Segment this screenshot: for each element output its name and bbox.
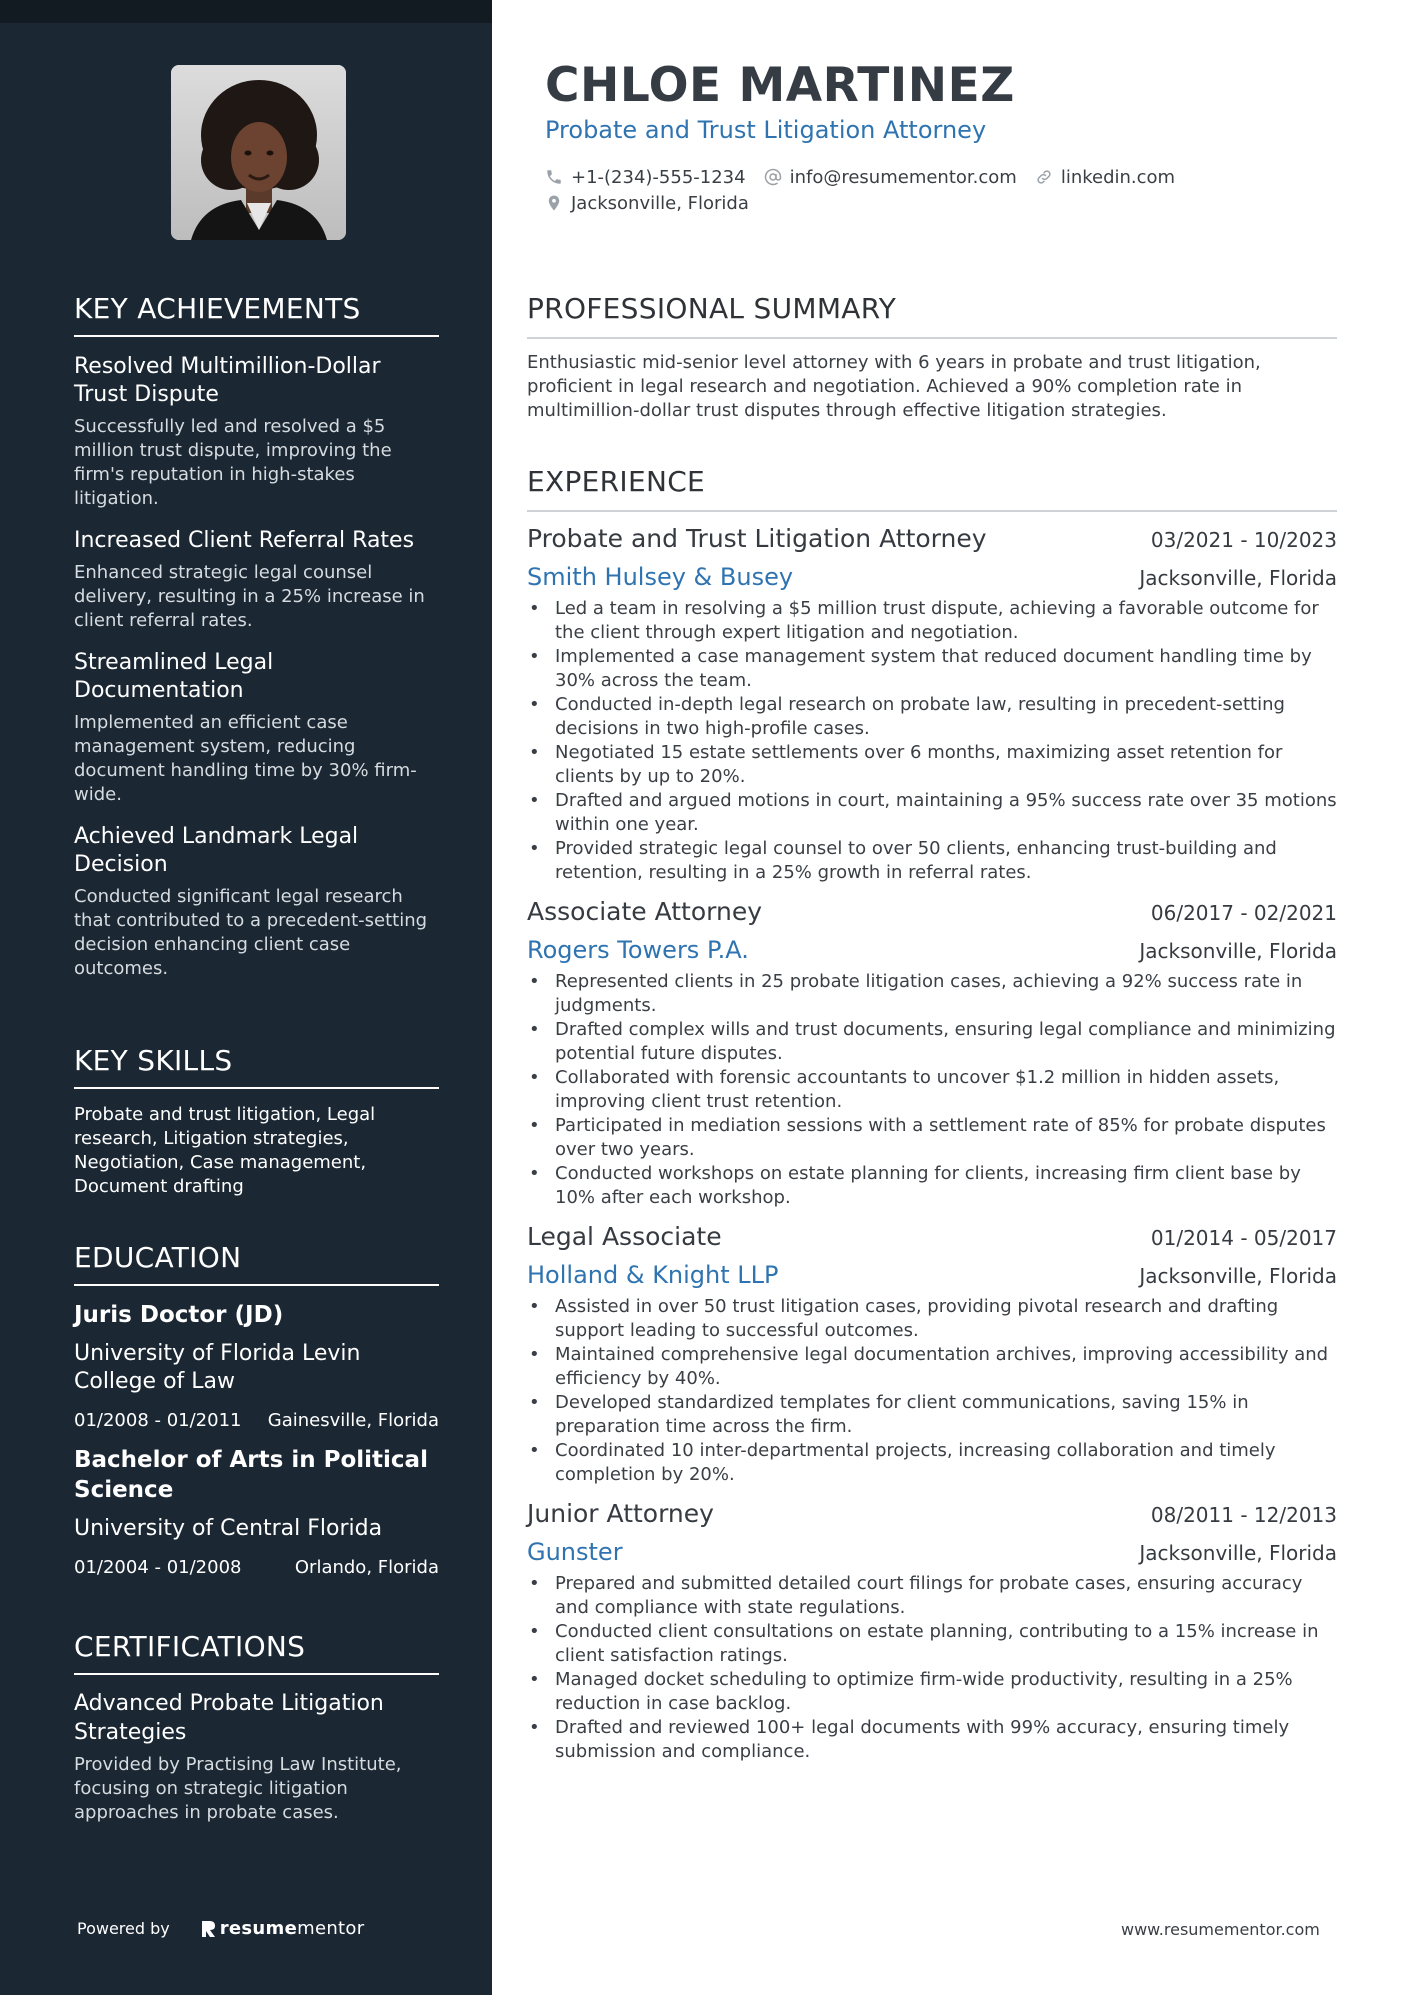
education-item (74, 1300, 439, 1431)
achievement-description: Enhanced strategic legal counsel delivery, resulting in a 25% increase in client referral rates. (74, 562, 425, 631)
job-dates: 08/2011 - 12/2013 (1150, 1503, 1337, 1527)
job-location: Jacksonville, Florida (1139, 939, 1337, 963)
skills-heading: KEY SKILLS (74, 1044, 439, 1089)
achievement-item (74, 353, 439, 511)
contact-linkedin[interactable] (1035, 167, 1175, 188)
job-bullet: • Negotiated 15 estate settlements over 6 months, maximizing asset retention for clients by up to 20%. (527, 741, 1337, 789)
job-title: Junior Attorney (527, 1499, 714, 1528)
skills-list: Probate and trust litigation, Legal research, Litigation strategies, Negotiation, Case management, Document drafting (74, 1104, 376, 1197)
job-bullet: • Drafted and argued motions in court, maintaining a 95% success rate over 35 motions within one year. (527, 789, 1337, 837)
powered-by-label: Powered by (77, 1919, 170, 1938)
education-location: Orlando, Florida (294, 1557, 439, 1578)
job-bullet: • Coordinated 10 inter-departmental projects, increasing collaboration and timely completion by 20%. (527, 1439, 1337, 1487)
education-meta (74, 1410, 439, 1431)
job-bullet: • Developed standardized templates for client communications, saving 15% in preparation time across the firm. (527, 1391, 1337, 1439)
job-bullets (527, 597, 1337, 885)
job-dates: 06/2017 - 02/2021 (1150, 901, 1337, 925)
job-location: Jacksonville, Florida (1139, 1264, 1337, 1288)
powered-by (77, 1918, 364, 1939)
achievement-description: Implemented an efficient case management system, reducing document handling time by 30% firm-wide. (74, 712, 417, 805)
education-section (74, 1241, 439, 1578)
company-name: Smith Hulsey & Busey (527, 563, 794, 591)
job-bullet: • Drafted complex wills and trust documents, ensuring legal compliance and minimizing potential future disputes. (527, 1018, 1337, 1066)
skills-section (74, 1044, 439, 1199)
summary-text: Enthusiastic mid-senior level attorney with 6 years in probate and trust litigation, proficient in legal research and negotiation. Achieved a 90% completion rate in multimillion-dollar trust disputes through effective litigation strategies. (527, 352, 1261, 421)
job-location: Jacksonville, Florida (1139, 1541, 1337, 1565)
achievements-section (74, 292, 439, 981)
achievement-title: Increased Client Referral Rates (74, 528, 415, 553)
job-title: Associate Attorney (527, 897, 763, 926)
achievement-description: Successfully led and resolved a $5 million trust dispute, improving the firm's reputation in high-stakes litigation. (74, 416, 392, 509)
education-degree: Juris Doctor (JD) (74, 1302, 284, 1328)
location-pin-icon (545, 194, 563, 212)
footer-website-link[interactable]: www.resumementor.com (1121, 1920, 1320, 1939)
brand-name-bold: resume (219, 1918, 298, 1939)
profile-photo (171, 65, 346, 240)
location-text: Jacksonville, Florida (571, 192, 749, 214)
job-location: Jacksonville, Florida (1139, 566, 1337, 590)
job-bullet: • Provided strategic legal counsel to over 50 clients, enhancing trust-building and retention, resulting in a 25% growth in referral rates. (527, 837, 1337, 885)
contact-info (545, 164, 1305, 216)
summary-section (527, 292, 1337, 423)
education-item (74, 1445, 439, 1578)
education-location: Gainesville, Florida (267, 1410, 439, 1431)
certification-description: Provided by Practising Law Institute, focusing on strategic litigation approaches in probate cases. (74, 1754, 402, 1823)
job-bullet: • Managed docket scheduling to optimize firm-wide productivity, resulting in a 25% reduction in case backlog. (527, 1668, 1337, 1716)
job-bullet: • Conducted in-depth legal research on probate law, resulting in precedent-setting decisions in two high-profile cases. (527, 693, 1337, 741)
candidate-name: CHLOE MARTINEZ (545, 58, 1015, 113)
job-bullet: • Maintained comprehensive legal documentation archives, improving accessibility and efficiency by 40%. (527, 1343, 1337, 1391)
job-bullets (527, 970, 1337, 1210)
achievement-item (74, 649, 439, 807)
link-icon (1035, 168, 1053, 186)
profile-photo-illustration (171, 65, 346, 240)
job-bullet: • Represented clients in 25 probate litigation cases, achieving a 92% success rate in judgments. (527, 970, 1337, 1018)
job-entry (527, 897, 1337, 1210)
brand-name-light: mentor (297, 1918, 365, 1939)
experience-heading: EXPERIENCE (527, 465, 1337, 512)
job-dates: 03/2021 - 10/2023 (1150, 528, 1337, 552)
certifications-section (74, 1630, 439, 1825)
education-heading: EDUCATION (74, 1241, 439, 1286)
phone-text: +1-(234)-555-1234 (571, 166, 746, 188)
contact-location (545, 193, 749, 214)
job-bullets (527, 1572, 1337, 1764)
education-school: University of Florida Levin College of Law (74, 1341, 361, 1394)
job-bullet: • Implemented a case management system that reduced document handling time by 30% across the team. (527, 645, 1337, 693)
contact-phone[interactable] (545, 167, 746, 188)
education-dates: 01/2008 - 01/2011 (74, 1410, 242, 1431)
company-name: Rogers Towers P.A. (527, 936, 749, 964)
achievement-description: Conducted significant legal research that contributed to a precedent-setting decision enhancing client case outcomes. (74, 886, 428, 979)
summary-heading: PROFESSIONAL SUMMARY (527, 292, 1337, 339)
at-sign-icon (764, 168, 782, 186)
contact-email[interactable] (764, 167, 1017, 188)
email-text: info@resumementor.com (789, 166, 1017, 188)
phone-icon (545, 168, 563, 186)
experience-section (527, 465, 1337, 1764)
job-title: Legal Associate (527, 1222, 722, 1251)
job-bullet: • Prepared and submitted detailed court filings for probate cases, ensuring accuracy and compliance with state regulations. (527, 1572, 1337, 1620)
company-name: Gunster (527, 1538, 623, 1566)
linkedin-text: linkedin.com (1060, 166, 1176, 188)
resumementor-logo-icon (200, 1919, 216, 1939)
achievement-item (74, 823, 439, 981)
job-entry (527, 1222, 1337, 1487)
sidebar (0, 0, 492, 1995)
job-dates: 01/2014 - 05/2017 (1150, 1226, 1337, 1250)
achievement-title: Streamlined Legal Documentation (74, 650, 274, 703)
education-dates: 01/2004 - 01/2008 (74, 1557, 242, 1578)
job-bullet: • Participated in mediation sessions with a settlement rate of 85% for probate disputes over two years. (527, 1114, 1337, 1162)
education-school: University of Central Florida (74, 1516, 383, 1541)
job-bullet: • Led a team in resolving a $5 million trust dispute, achieving a favorable outcome for the client through expert litigation and negotiation. (527, 597, 1337, 645)
brand-logo[interactable] (200, 1918, 365, 1939)
education-meta (74, 1557, 439, 1578)
job-bullet: • Assisted in over 50 trust litigation cases, providing pivotal research and drafting support leading to successful outcomes. (527, 1295, 1337, 1343)
job-bullet: • Conducted client consultations on estate planning, contributing to a 15% increase in client satisfaction ratings. (527, 1620, 1337, 1668)
job-bullet: • Collaborated with forensic accountants to uncover $1.2 million in hidden assets, improving client trust retention. (527, 1066, 1337, 1114)
sidebar-top-strip (0, 0, 492, 23)
certification-title: Advanced Probate Litigation Strategies (74, 1691, 384, 1745)
job-entry (527, 524, 1337, 885)
education-degree: Bachelor of Arts in Political Science (74, 1447, 428, 1503)
job-bullet: • Conducted workshops on estate planning for clients, increasing firm client base by 10% after each workshop. (527, 1162, 1337, 1210)
job-title: Probate and Trust Litigation Attorney (527, 524, 987, 553)
achievements-heading: KEY ACHIEVEMENTS (74, 292, 439, 337)
achievement-item (74, 527, 439, 633)
job-bullet: • Drafted and reviewed 100+ legal documents with 99% accuracy, ensuring timely submission and compliance. (527, 1716, 1337, 1764)
candidate-role: Probate and Trust Litigation Attorney (545, 116, 987, 144)
achievement-title: Achieved Landmark Legal Decision (74, 824, 359, 877)
job-bullets (527, 1295, 1337, 1487)
certifications-heading: CERTIFICATIONS (74, 1630, 439, 1675)
company-name: Holland & Knight LLP (527, 1261, 779, 1289)
achievement-title: Resolved Multimillion-Dollar Trust Dispute (74, 354, 381, 407)
job-entry (527, 1499, 1337, 1764)
